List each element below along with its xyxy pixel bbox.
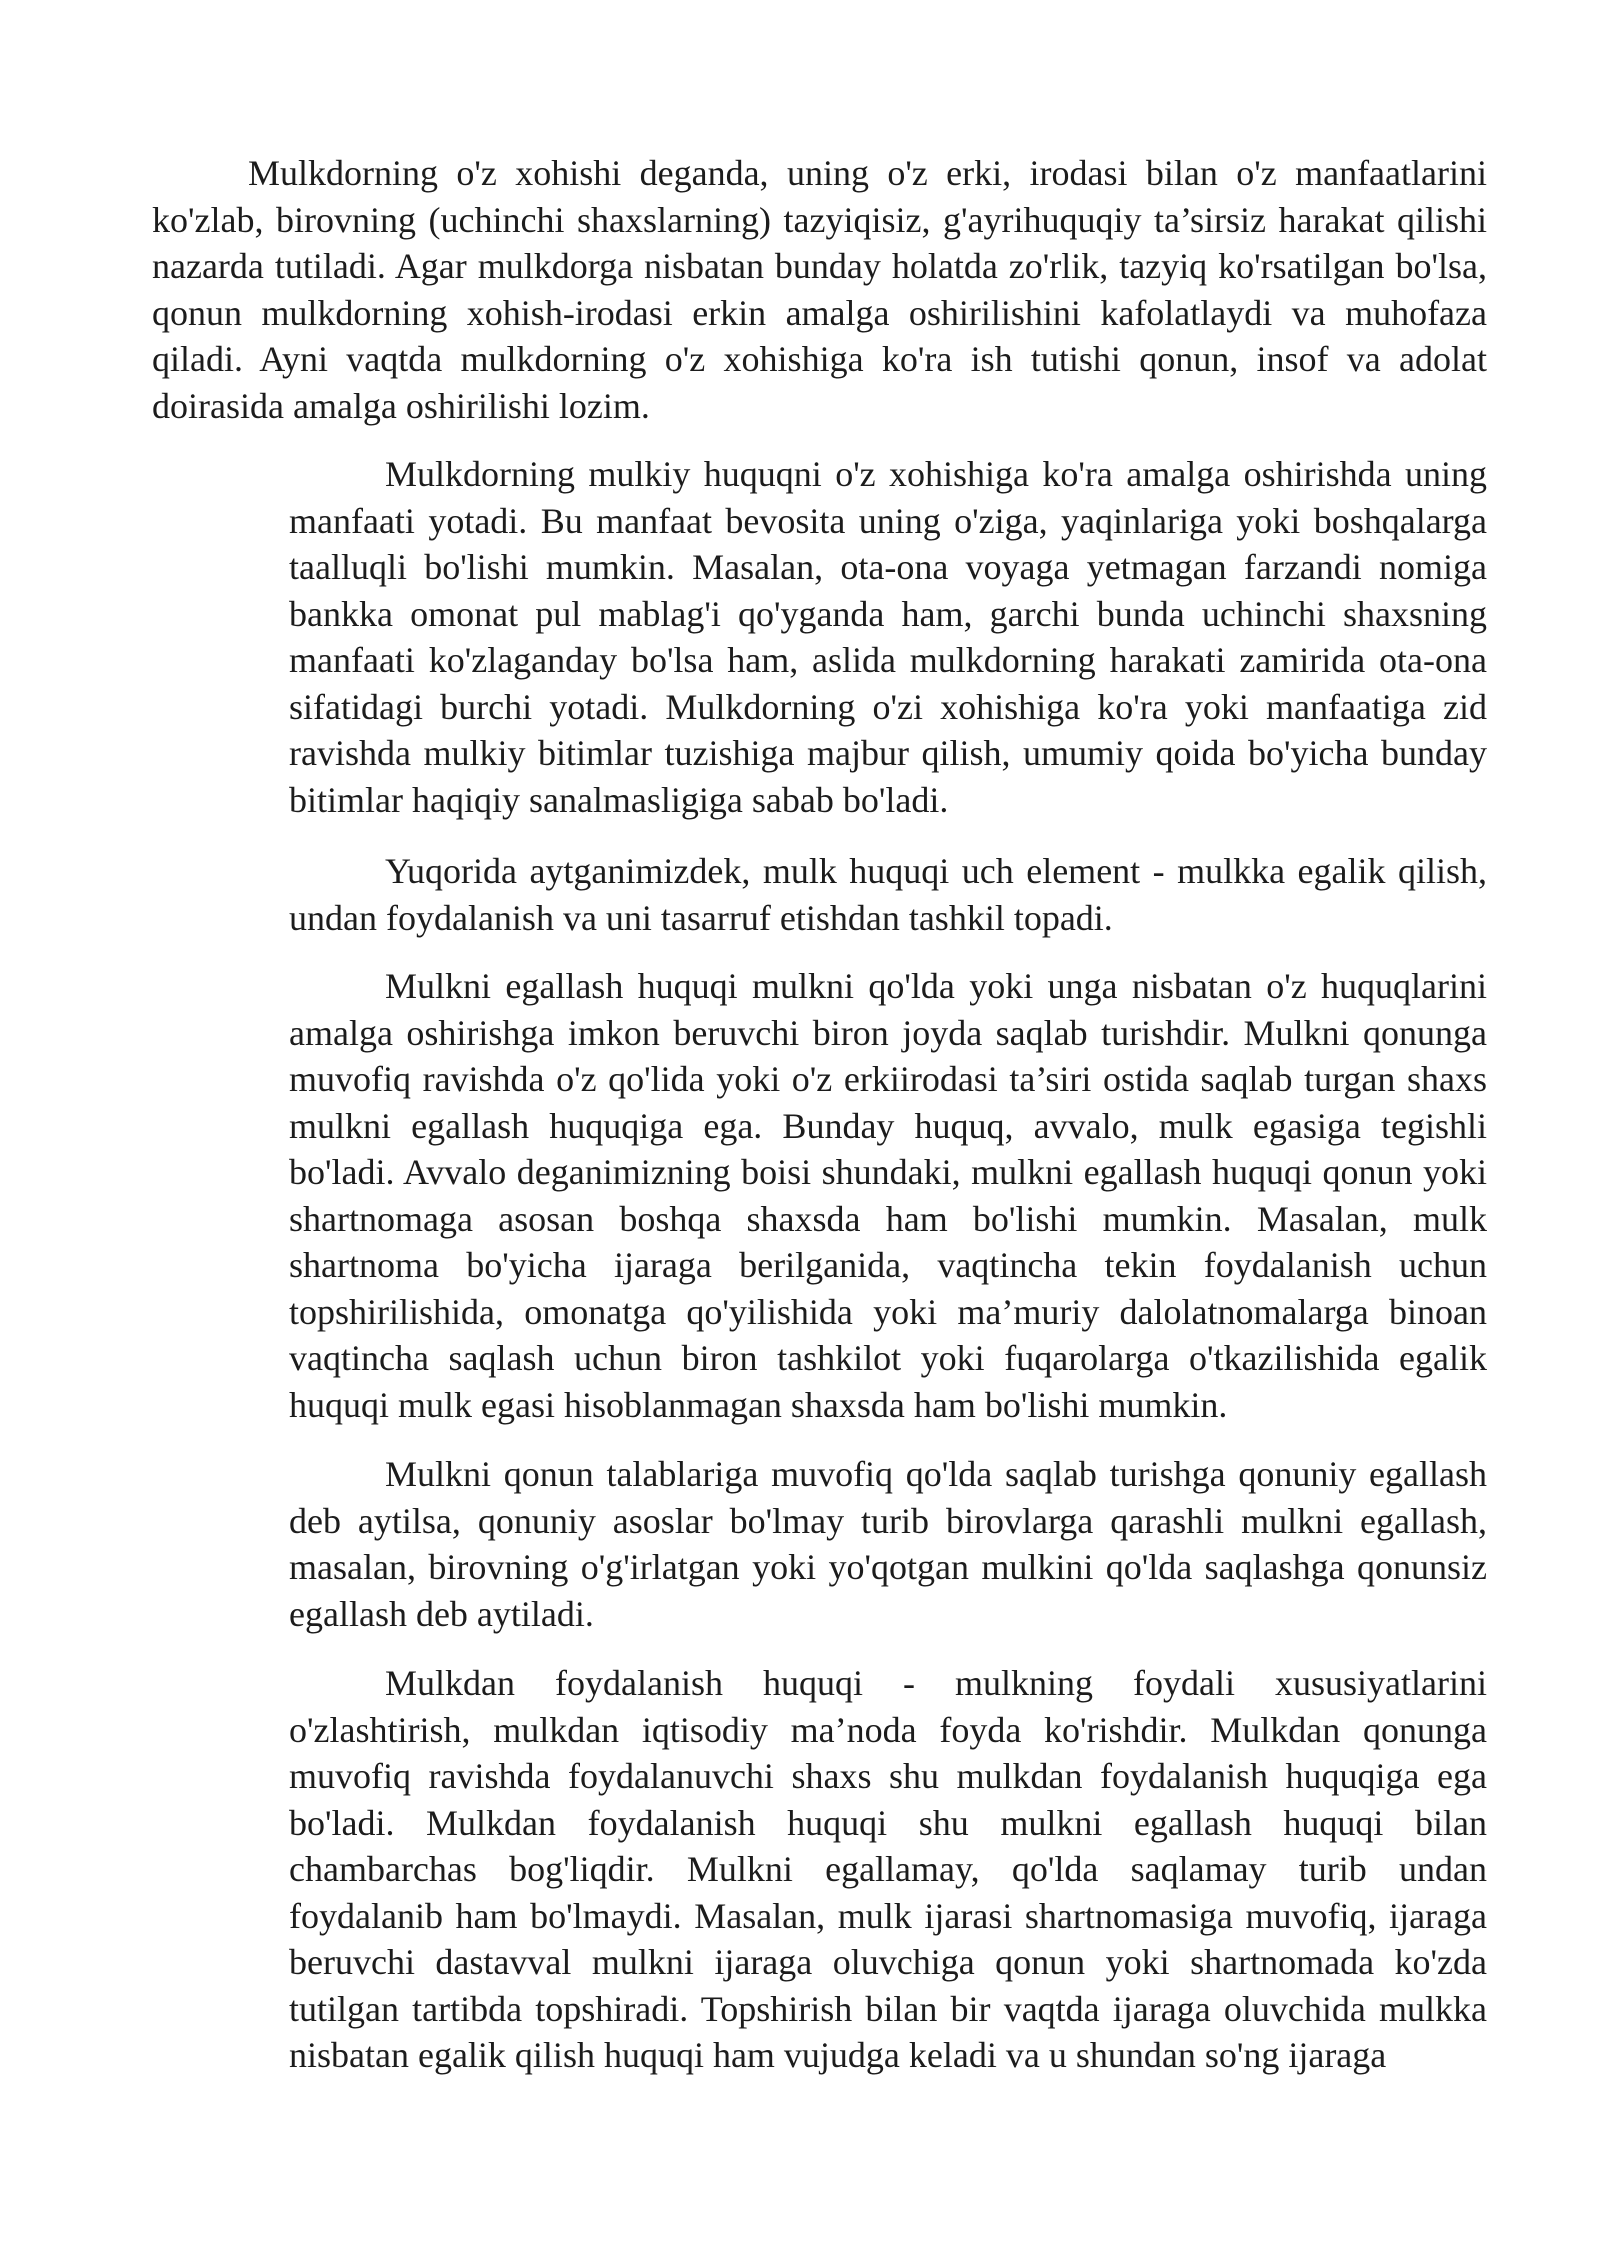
paragraph-right-of-use: Mulkdan foydalanish huquqi - mulkning foydali xususiyatlarini o'zlashtirish, mulkdan iqtisodiy ma’noda foyda ko'rishdir. Mulkdan qonunga muvofiq ravishda foydalanuvchi shaxs shu mulkdan foydalanish huquqiga ega bo'ladi. Mulkdan foydalanish huquqi shu mulkni egallash huquqi bilan chambarchas bog'liqdir. Mulkni egallamay, qo'lda saqlamay turib undan foydalanib ham bo'lmaydi. Masalan, mulk ijarasi shartnomasiga muvofiq, ijaraga beruvchi dastavval mulkni ijaraga oluvchiga qonun yoki shartnomada ko'zda tutilgan tartibda topshiradi. Topshirish bilan bir vaqtda ijaraga oluvchida mulkka nisbatan egalik qilish huquqi ham vujudga keladi va u shundan so'ng ijaraga bbox=[289, 1663, 1487, 2075]
paragraph-right-of-possession: Mulkni egallash huquqi mulkni qo'lda yoki unga nisbatan o'z huquqlarini amalga oshirishga imkon beruvchi biron joyda saqlab turishdir. Mulkni qonunga muvofiq ravishda o'z qo'lida yoki o'z erkiirodasi ta’siri ostida saqlab turgan shaxs mulkni egallash huquqiga ega. Bunday huquq, avvalo, mulk egasiga tegishli bo'ladi. Avvalo deganimizning boisi shundaki, mulkni egallash huquqi qonun yoki shartnomaga asosan boshqa shaxsda ham bo'lishi mumkin. Masalan, mulk shartnoma bo'yicha ijaraga berilganida, vaqtincha tekin foydalanish uchun topshirilishida, omonatga qo'yilishida yoki ma’muriy dalolatnomalarga binoan vaqtincha saqlash uchun biron tashkilot yoki fuqarolarga o'tkazilishida egalik huquqi mulk egasi hisoblanmagan shaxsda ham bo'lishi mumkin. bbox=[289, 966, 1487, 1425]
paragraph-owner-will: Mulkdorning o'z xohishi deganda, uning o'z erki, irodasi bilan o'z manfaatlarini ko'zlab, birovning (uchinchi shaxslarning) tazyiqisiz, g'ayrihuquqiy ta’sirsiz harakat qilishi nazarda tutiladi. Agar mulkdorga nisbatan bunday holatda zo'rlik, tazyiq ko'rsatilgan bo'lsa, qonun mulkdorning xohish-irodasi erkin amalga oshirilishini kafolatlaydi va muhofaza qiladi. Ayni vaqtda mulkdorning o'z xohishiga ko'ra ish tutishi qonun, insof va adolat doirasida amalga oshirilishi lozim. bbox=[152, 153, 1487, 426]
paragraph-lawful-possession: Mulkni qonun talablariga muvofiq qo'lda saqlab turishga qonuniy egallash deb aytilsa, qonuniy asoslar bo'lmay turib birovlarga qarashli mulkni egallash, masalan, birovning o'g'irlatgan yoki yo'qotgan mulkini qo'lda saqlashga qonunsiz egallash deb aytiladi. bbox=[289, 1454, 1487, 1634]
paragraph-owner-interest: Mulkdorning mulkiy huquqni o'z xohishiga ko'ra amalga oshirishda uning manfaati yotadi. Bu manfaat bevosita uning o'ziga, yaqinlariga yoki boshqalarga taalluqli bo'lishi mumkin. Masalan, ota-ona voyaga yetmagan farzandi nomiga bankka omonat pul mablag'i qo'yganda ham, garchi bunda uchinchi shaxsning manfaati ko'zlaganday bo'lsa ham, aslida mulkdorning harakati zamirida ota-ona sifatidagi burchi yotadi. Mulkdorning o'zi xohishiga ko'ra yoki manfaatiga zid ravishda mulkiy bitimlar tuzishiga majbur qilish, umumiy qoida bo'yicha bunday bitimlar haqiqiy sanalmasligiga sabab bo'ladi. bbox=[289, 454, 1487, 820]
paragraph-ownership-elements: Yuqorida aytganimizdek, mulk huquqi uch element - mulkka egalik qilish, undan foydalanish va uni tasarruf etishdan tashkil topadi. bbox=[289, 851, 1487, 938]
